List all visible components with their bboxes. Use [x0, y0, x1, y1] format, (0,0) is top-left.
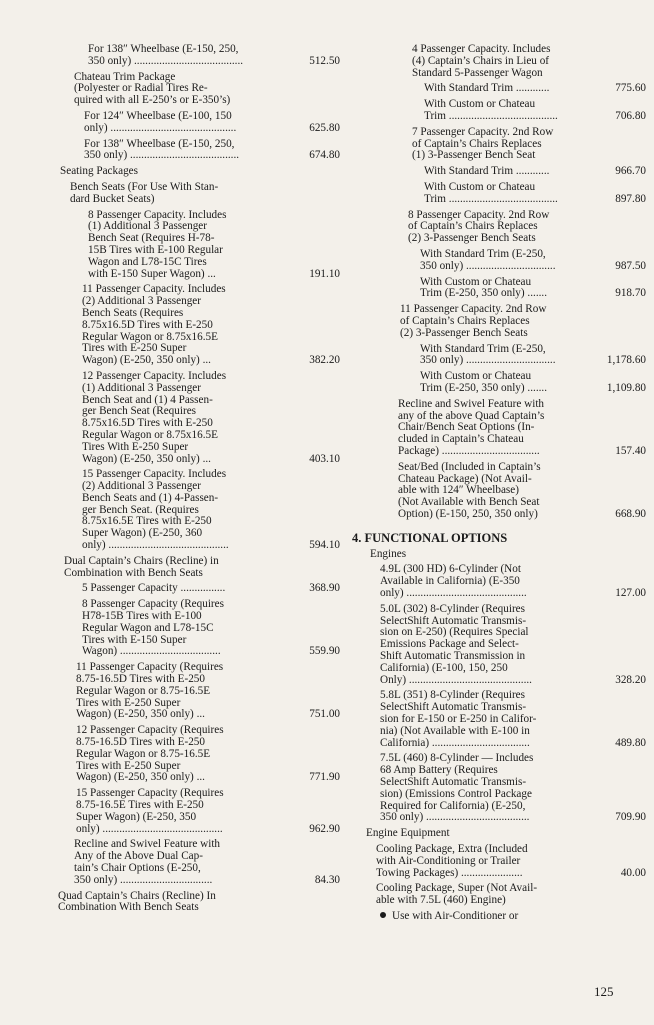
entry-price: 966.70	[615, 165, 646, 178]
price-list-entry	[50, 839, 340, 886]
entry-description: 11 Passenger Capacity. 2nd Row of Captain’s Chairs Replaces (2) 3-Passenger Bench Seats	[400, 303, 547, 339]
price-list-entry	[50, 788, 340, 835]
entry-price: 594.10	[309, 539, 340, 552]
bullet-icon	[380, 912, 386, 918]
entry-price: 512.50	[309, 54, 340, 67]
entry-description: Cooling Package, Super (Not Avail- able with 7.5L (460) Engine)	[376, 882, 538, 907]
entry-description: Recline and Swivel Feature with Any of the Above Dual Cap- tain’s Chair Options (E-250, 350 only) .................................	[74, 838, 221, 886]
entry-description: 8 Passenger Capacity. Includes (1) Additional 3 Passenger Bench Seat (Requires H-78- 15B Tires with E-100 Regular Wagon and L78-15C Tires with E-150 Super Wagon) ...	[88, 208, 227, 280]
price-list-entry	[352, 604, 646, 687]
price-list-entry	[50, 284, 340, 367]
entry-price: 403.10	[309, 452, 340, 465]
entry-description: 5.8L (351) 8-Cylinder (Requires SelectShift Automatic Transmis- sion for E-150 or E-250 in Califor- nia) (Not Available with E-100 in California) ...................................	[380, 689, 537, 749]
price-list-entry	[50, 72, 340, 107]
entry-description: With Custom or Chateau Trim (E-250, 350 only) .......	[420, 370, 548, 394]
entry-description: Cooling Package, Extra (Included with Air-Conditioning or Trailer Towing Packages) ......................	[376, 843, 528, 879]
price-list-entry	[50, 182, 340, 206]
price-list-entry	[352, 166, 646, 178]
entry-price: 84.30	[314, 873, 340, 886]
right-column	[352, 44, 646, 923]
price-list-entry	[352, 399, 646, 458]
price-list-entry	[352, 127, 646, 162]
entry-price: 559.90	[309, 645, 340, 658]
bullet-text: Use with Air-Conditioner or	[392, 910, 519, 922]
section-heading: 4. FUNCTIONAL OPTIONS	[352, 530, 508, 545]
entry-description: 11 Passenger Capacity. Includes (2) Additional 3 Passenger Bench Seats (Requires 8.75x16.5D Tires with E-250 Regular Wagon or 8.75x16.5E Tires with E-250 Super Wagon) (E-250, 350 only) ...	[82, 283, 226, 367]
entry-description: With Standard Trim (E-250, 350 only) ................................	[420, 247, 556, 272]
price-list-entry	[50, 44, 340, 68]
entry-price: 706.80	[615, 109, 646, 122]
entry-price: 897.80	[615, 192, 646, 205]
entry-description: For 124″ Wheelbase (E-100, 150 only) .............................................	[84, 109, 237, 134]
entry-price: 775.60	[615, 82, 646, 95]
entry-description: For 138″ Wheelbase (E-150, 250, 350 only) .......................................	[84, 137, 240, 162]
price-list-entry	[352, 344, 646, 368]
price-list-entry	[352, 44, 646, 79]
entry-description: 7 Passenger Capacity. 2nd Row of Captain’s Chairs Replaces (1) 3-Passenger Bench Seat	[412, 125, 554, 162]
price-list-entry	[352, 844, 646, 879]
entry-description: Quad Captain’s Chairs (Recline) In Combination With Bench Seats	[58, 889, 216, 914]
entry-description: With Standard Trim ............	[424, 165, 550, 178]
entry-price: 489.80	[615, 736, 646, 749]
entry-description: Bench Seats (For Use With Stan- dard Bucket Seats)	[70, 180, 219, 205]
price-list-entry	[352, 753, 646, 824]
entry-description: With Custom or Chateau Trim .......................................	[424, 98, 558, 122]
entry-price: 674.80	[309, 149, 340, 162]
entry-description: For 138″ Wheelbase (E-150, 250, 350 only) .......................................	[88, 43, 244, 67]
entry-price: 751.00	[309, 708, 340, 721]
price-list-entry	[352, 690, 646, 749]
price-list-entry	[50, 583, 340, 595]
entry-description: 12 Passenger Capacity (Requires 8.75-16.5D Tires with E-250 Regular Wagon or 8.75-16.5E Tires with E-250 Super Wagon) (E-250, 350 only) ...	[76, 724, 224, 784]
entry-description: 5.0L (302) 8-Cylinder (Requires SelectShift Automatic Transmis- sion on E-250) (Requires Special Emissions Package and Select- Shift Automatic Transmission in California) (E-100, 150, 250 Only) ............................................	[380, 602, 532, 686]
price-list-entry	[352, 99, 646, 123]
entry-price: 40.00	[620, 866, 646, 879]
entry-description: Chateau Trim Package (Polyester or Radial Tires Re- quired with all E-250’s or E-350’s)	[74, 70, 231, 107]
entry-price: 962.90	[309, 822, 340, 835]
entry-description: Engine Equipment	[366, 827, 450, 840]
price-list-entry	[352, 210, 646, 245]
price-list-entry	[352, 182, 646, 206]
price-list-entry	[50, 371, 340, 465]
entry-description: With Standard Trim ............	[424, 82, 550, 95]
price-list-entry	[50, 725, 340, 784]
entry-price: 625.80	[309, 121, 340, 134]
price-list-entry	[50, 166, 340, 178]
entry-price: 709.90	[615, 811, 646, 824]
entry-price: 328.20	[615, 673, 646, 686]
entry-description: Seat/Bed (Included in Captain’s Chateau Package) (Not Avail- able with 124″ Wheelbase) (Not Available with Bench Seat Option) (E-150, 250, 350 only)	[398, 460, 541, 520]
entry-description: 15 Passenger Capacity. Includes (2) Additional 3 Passenger Bench Seats and (1) 4-Passen- ger Bench Seat. (Requires 8.75x16.5E Tires with E-250 Super Wagon) (E-250, 360 only) ...........................................	[82, 468, 229, 552]
entry-price: 157.40	[615, 444, 646, 457]
price-list-entry	[352, 462, 646, 521]
price-list-entry	[50, 556, 340, 580]
price-list-entry	[352, 564, 646, 599]
entry-description: 12 Passenger Capacity. Includes (1) Additional 3 Passenger Bench Seat and (1) 4 Passen- ger Bench Seat (Requires 8.75x16.5D Tires with E-250 Regular Wagon or 8.75x16.5E Tires With E-250 Super Wagon) (E-250, 350 only) ...	[82, 369, 227, 465]
price-list-entry	[352, 249, 646, 273]
entry-description: Recline and Swivel Feature with any of the above Quad Captain’s Chair/Bench Seat Options (In- cluded in Captain’s Chateau Package) ...................................	[398, 397, 545, 457]
entry-description: 8 Passenger Capacity. 2nd Row of Captain’s Chairs Replaces (2) 3-Passenger Bench Seats	[408, 208, 550, 245]
price-list-entry	[352, 883, 646, 907]
price-list-entry	[352, 371, 646, 395]
bullet-item	[352, 911, 646, 923]
entry-price: 771.90	[309, 771, 340, 784]
page-number: 125	[594, 984, 614, 999]
entry-price: 191.10	[309, 267, 340, 280]
entry-description: Dual Captain’s Chairs (Recline) in Combination with Bench Seats	[64, 554, 219, 579]
entry-description: 4.9L (300 HD) 6-Cylinder (Not Available in California) (E-350 only) ...........................................	[380, 563, 527, 600]
entry-description: With Standard Trim (E-250, 350 only) ................................	[420, 342, 556, 367]
left-column	[50, 44, 340, 918]
price-list-entry	[50, 210, 340, 281]
price-list-entry	[50, 599, 340, 658]
entry-price: 918.70	[615, 287, 646, 300]
entry-description: Engines	[370, 547, 407, 560]
price-list-entry	[352, 549, 646, 561]
price-list-entry	[352, 83, 646, 95]
entry-description: 5 Passenger Capacity ................	[82, 582, 226, 595]
entry-price: 382.20	[309, 354, 340, 367]
entry-price: 1,178.60	[606, 354, 646, 367]
entry-description: 4 Passenger Capacity. Includes (4) Captain’s Chairs in Lieu of Standard 5-Passenger Wagon	[412, 43, 551, 79]
entry-description: With Custom or Chateau Trim (E-250, 350 only) .......	[420, 275, 548, 300]
price-list-entry	[50, 139, 340, 163]
price-list-entry	[50, 469, 340, 552]
entry-description: With Custom or Chateau Trim .......................................	[424, 180, 558, 205]
price-list-entry	[50, 891, 340, 915]
entry-description: 7.5L (460) 8-Cylinder — Includes 68 Amp Battery (Requires SelectShift Automatic Transmis- sion) (Emissions Control Package Required for California) (E-250, 350 only) .....................................	[380, 752, 534, 824]
price-list-entry	[50, 111, 340, 135]
entry-description: Seating Packages	[60, 165, 138, 178]
price-list-entry	[352, 277, 646, 301]
entry-description: 15 Passenger Capacity (Requires 8.75-16.5E Tires with E-250 Super Wagon) (E-250, 350 only) ...........................................	[76, 787, 224, 835]
entry-price: 668.90	[615, 507, 646, 520]
price-list-entry	[352, 304, 646, 339]
price-list-entry	[352, 828, 646, 840]
entry-price: 127.00	[615, 587, 646, 600]
entry-description: 8 Passenger Capacity (Requires H78-15B Tires with E-100 Regular Wagon and L78-15C Tires with E-150 Super Wagon) ....................................	[82, 598, 224, 658]
entry-price: 1,109.80	[606, 381, 646, 394]
entry-price: 987.50	[615, 259, 646, 272]
entry-price: 368.90	[309, 582, 340, 595]
entry-description: 11 Passenger Capacity (Requires 8.75-16.5D Tires with E-250 Regular Wagon or 8.75-16.5E Tires with E-250 Super Wagon) (E-250, 350 only) ...	[76, 661, 224, 721]
price-list-entry	[50, 662, 340, 721]
